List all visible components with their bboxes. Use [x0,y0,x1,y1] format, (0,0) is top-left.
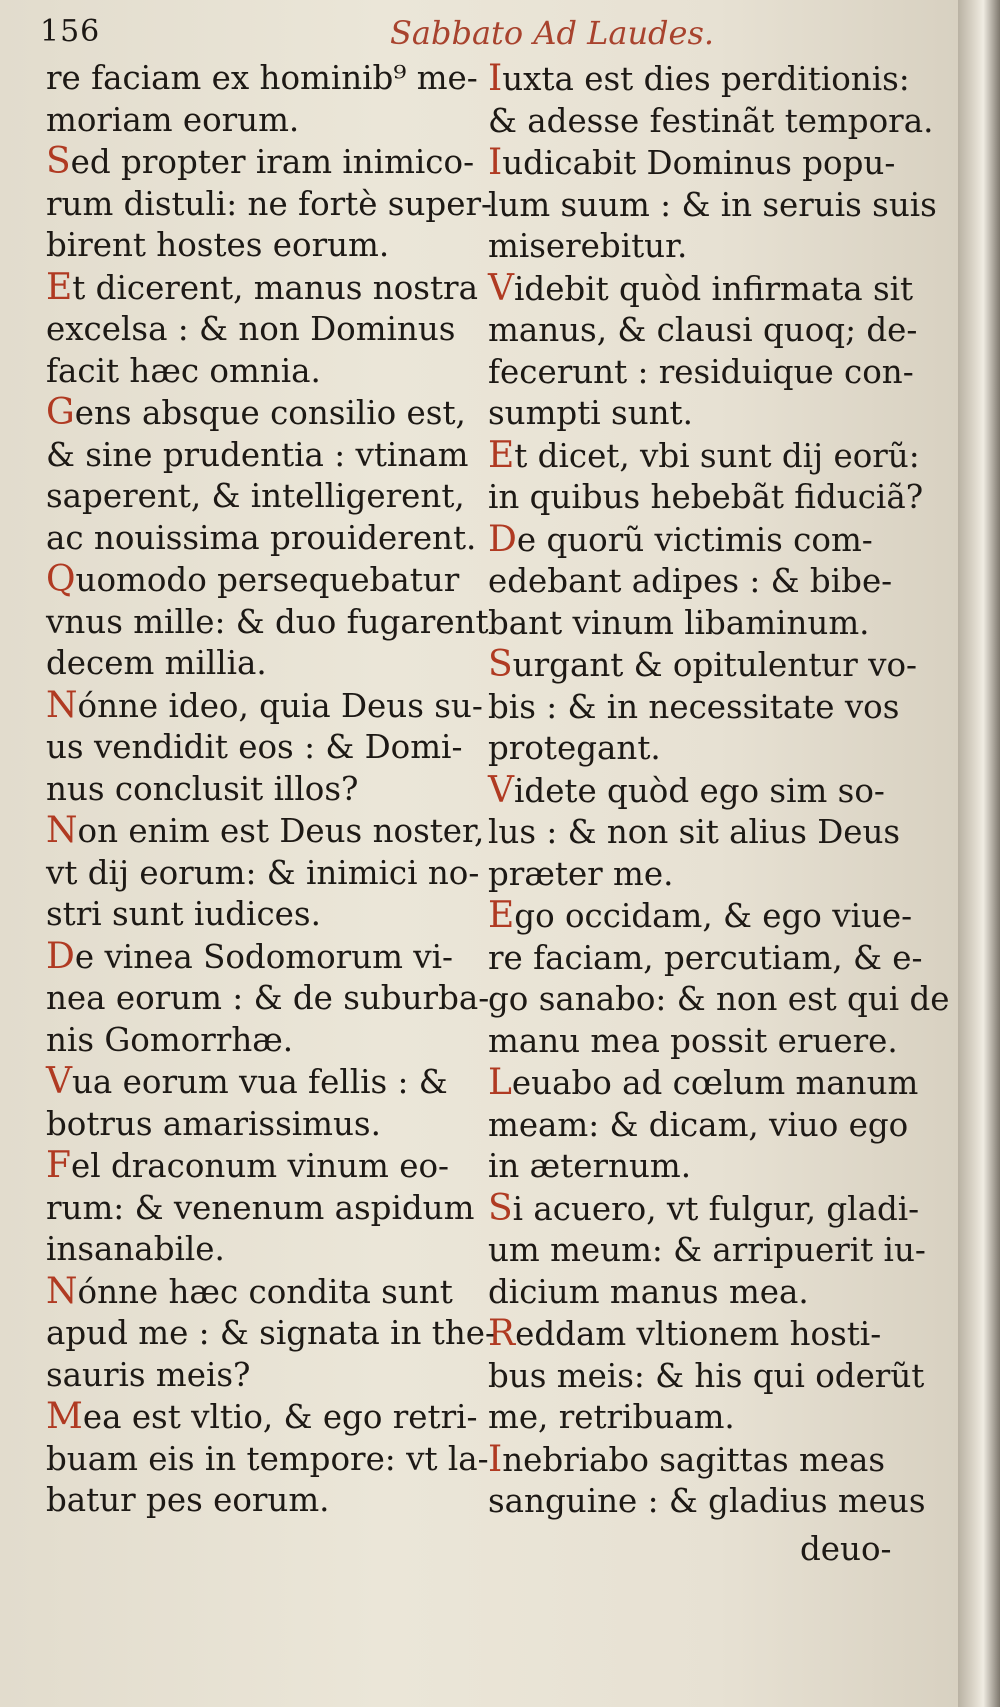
rubricated-initial: F [46,1145,71,1186]
line-text: ens absque consilio est, [74,394,466,432]
rubricated-initial: L [488,1062,512,1103]
right-text-column [488,58,950,1523]
page-edge [958,0,1000,1707]
text-line [488,1187,920,1231]
line-text: manu mea possit eruere. [488,1021,898,1060]
text-line [46,643,466,685]
verse-block [46,266,478,393]
text-line [46,1145,466,1188]
text-line [46,351,466,393]
text-line [46,853,480,895]
text-line [46,266,478,310]
line-text: on enim est Deus noster, [77,812,485,850]
line-text: ed propter iram inimico- [70,143,475,181]
catchword: deuo- [800,1530,892,1568]
text-line [46,894,466,936]
verse-block [46,810,485,936]
verse-block [46,392,477,559]
line-text: miserebitur. [488,227,688,265]
rubricated-initial: E [488,895,515,936]
rubricated-initial: S [488,1187,513,1229]
rubricated-initial: G [46,392,75,433]
line-text: sumpti sunt. [488,394,693,432]
line-text: ua eorum vua fellis : & [72,1063,448,1101]
text-line [46,1355,466,1397]
text-line [46,1229,466,1271]
verse-block [488,434,924,519]
line-text: moriam eorum. [46,100,300,139]
rubricated-initial: S [46,141,71,182]
line-text: meam: & dicam, viuo ego [488,1105,909,1144]
text-line [488,1272,906,1314]
line-text: go sanabo: & non est qui de [488,980,950,1018]
verse-block [488,267,918,435]
running-head [40,14,920,54]
text-line [488,477,924,519]
verse-block [46,684,483,811]
text-line [488,393,906,435]
line-text: in æternum. [488,1147,692,1185]
verse-block [46,935,490,1062]
rubricated-initial: M [46,1396,83,1437]
line-text: ea est vltio, & ego retri- [82,1398,478,1436]
verse-block [488,644,917,770]
line-text: decem millia. [46,644,267,682]
line-text: edebant adipes : & bibe- [488,562,893,600]
line-text: t dicerent, manus nostra [72,268,478,307]
line-text: saperent, & intelligerent, [46,477,465,515]
text-line [46,392,466,435]
line-text: urgant & opitulentur vo- [512,646,917,684]
line-text: bant vinum libaminum. [488,603,870,642]
verse-block [46,1061,466,1145]
line-text: birent hostes eorum. [46,226,390,264]
verse-block [488,1438,926,1523]
verse-block [488,1062,919,1188]
text-line [46,559,466,602]
text-line [488,938,923,980]
text-line [46,184,492,226]
rubricated-initial: V [488,769,514,811]
text-line [488,434,920,478]
verse-block [488,58,934,142]
text-line [488,979,950,1021]
text-line [46,1020,466,1062]
text-line [488,1021,906,1063]
text-line [46,1061,466,1104]
line-text: buam eis in tempore: vt la- [46,1439,489,1478]
text-line [488,1230,926,1272]
text-line [488,1481,926,1523]
text-line [46,1188,475,1230]
line-text: us vendidit eos : & Domi- [46,728,463,766]
line-text: ónne hæc condita sunt [77,1272,453,1311]
line-text: ac nouissima prouiderent. [46,518,477,557]
verse-block [46,1396,489,1522]
text-line [488,1439,906,1482]
text-line [488,1313,906,1356]
line-text: sauris meis? [46,1355,251,1394]
line-text: e quorũ victimis com- [516,520,873,559]
line-text: rum: & venenum aspidum [46,1188,475,1227]
text-line [488,226,906,268]
text-line [488,519,906,562]
line-text: protegant. [488,729,661,767]
line-text: eddam vltionem hosti- [515,1315,882,1353]
line-text: e vinea Sodomorum vi- [74,937,454,976]
line-text: re faciam, percutiam, & e- [488,938,923,977]
text-line [488,352,914,394]
line-text: nea eorum : & de suburba- [46,979,490,1017]
line-text: vnus mille: & duo fugarent [46,602,489,641]
text-line [488,101,934,143]
line-text: t dicet, vbi sunt dij eorũ: [514,436,920,475]
line-text: lum suum : & in seruis suis [488,185,937,224]
text-line [46,727,466,769]
verse-block [46,141,492,267]
text-line [488,812,906,854]
text-line [46,936,466,979]
text-line [488,310,918,352]
verse-block [488,1313,925,1439]
running-title: Sabbato Ad Laudes. [390,14,715,52]
line-text: manus, & clausi quoq; de- [488,311,918,349]
verse-block [46,58,478,141]
line-text: bus meis: & his qui oderũt [488,1356,925,1395]
verse-block [46,1270,496,1397]
line-text: idete quòd ego sim so- [514,771,885,810]
rubricated-initial: D [488,518,517,560]
line-text: batur pes eorum. [46,1481,330,1519]
text-line [46,476,466,518]
line-text: in quibus hebebãt fiduciã? [488,478,924,516]
text-line [46,1313,496,1355]
line-text: excelsa : & non Dominus [46,310,456,348]
line-text: me, retribuam. [488,1398,735,1436]
text-line [488,58,910,101]
text-line [46,518,477,560]
rubricated-initial: N [46,810,78,851]
rubricated-initial: I [488,58,503,99]
text-line [488,1397,906,1439]
text-line [488,561,906,603]
rubricated-initial: N [46,684,78,726]
text-line [488,267,914,311]
text-line [46,100,466,142]
text-line [488,770,906,813]
rubricated-initial: I [488,142,503,183]
line-text: sanguine : & gladius meus [488,1482,926,1520]
rubricated-initial: S [488,644,513,685]
line-text: stri sunt iudices. [46,895,321,933]
line-text: facit hæc omnia. [46,351,321,390]
line-text: uxta est dies perditionis: [502,60,910,98]
text-line [46,1396,478,1439]
text-line [488,1105,909,1147]
text-line [488,895,913,938]
verse-block [488,1187,926,1314]
line-text: uomodo persequebatur [75,561,460,599]
line-text: ónne ideo, quia Deus su- [77,686,483,725]
text-line [46,810,485,853]
rubricated-initial: V [46,1061,72,1102]
text-line [46,435,469,477]
left-text-column [46,58,496,1522]
line-text: nus conclusit illos? [46,769,359,808]
text-line [46,309,466,351]
rubricated-initial: R [488,1313,516,1354]
text-line [488,603,906,645]
line-text: præter me. [488,854,674,893]
line-text: nis Gomorrhæ. [46,1020,294,1059]
text-line [488,185,937,227]
rubricated-initial: D [46,935,75,977]
text-line [46,1271,466,1314]
text-line [46,602,489,644]
line-text: & sine prudentia : vtinam [46,435,469,474]
line-text: & adesse festinãt tempora. [488,101,934,140]
folio-number: 156 [40,14,101,49]
line-text: i acuero, vt fulgur, gladi- [512,1189,920,1228]
line-text: botrus amarissimus. [46,1104,381,1143]
line-text: bis : & in necessitate vos [488,687,900,726]
line-text: fecerunt : residuique con- [488,352,914,391]
text-line [46,1104,466,1146]
text-line [488,644,917,687]
text-line [488,142,906,185]
text-line [46,978,490,1020]
line-text: nebriabo sagittas meas [502,1440,886,1479]
line-text: um meum: & arripuerit iu- [488,1231,926,1269]
text-line [46,225,466,267]
verse-block [488,895,950,1062]
text-line [488,728,906,770]
verse-block [46,1145,475,1271]
rubricated-initial: Q [46,559,76,600]
text-line [46,769,466,811]
rubricated-initial: I [488,1438,503,1480]
line-text: udicabit Dominus popu- [502,144,896,182]
rubricated-initial: E [488,434,515,476]
line-text: idebit quòd infirmata sit [514,269,914,308]
text-line [488,854,906,896]
text-line [488,687,906,729]
text-line [488,1062,919,1105]
text-line [46,684,483,728]
text-line [46,58,478,100]
line-text: re faciam ex hominib⁹ me- [46,59,478,97]
line-text: dicium manus mea. [488,1272,809,1311]
text-line [46,1480,466,1522]
text-line [46,1439,489,1481]
text-line [488,1146,906,1188]
line-text: lus : & non sit alius Deus [488,813,901,851]
line-text: insanabile. [46,1230,225,1268]
verse-block [488,770,906,896]
line-text: apud me : & signata in the- [46,1314,496,1352]
rubricated-initial: N [46,1270,78,1312]
rubricated-initial: V [488,267,514,309]
verse-block [46,559,489,685]
line-text: rum distuli: ne fortè super- [46,184,492,223]
rubricated-initial: E [46,266,73,308]
text-line [488,1356,925,1398]
verse-block [488,519,906,645]
line-text: vt dij eorum: & inimici no- [46,853,480,892]
text-line [46,141,475,184]
line-text: go occidam, & ego viue- [514,897,913,935]
line-text: euabo ad cœlum manum [511,1064,919,1102]
line-text: el draconum vinum eo- [70,1147,449,1185]
verse-block [488,142,937,268]
